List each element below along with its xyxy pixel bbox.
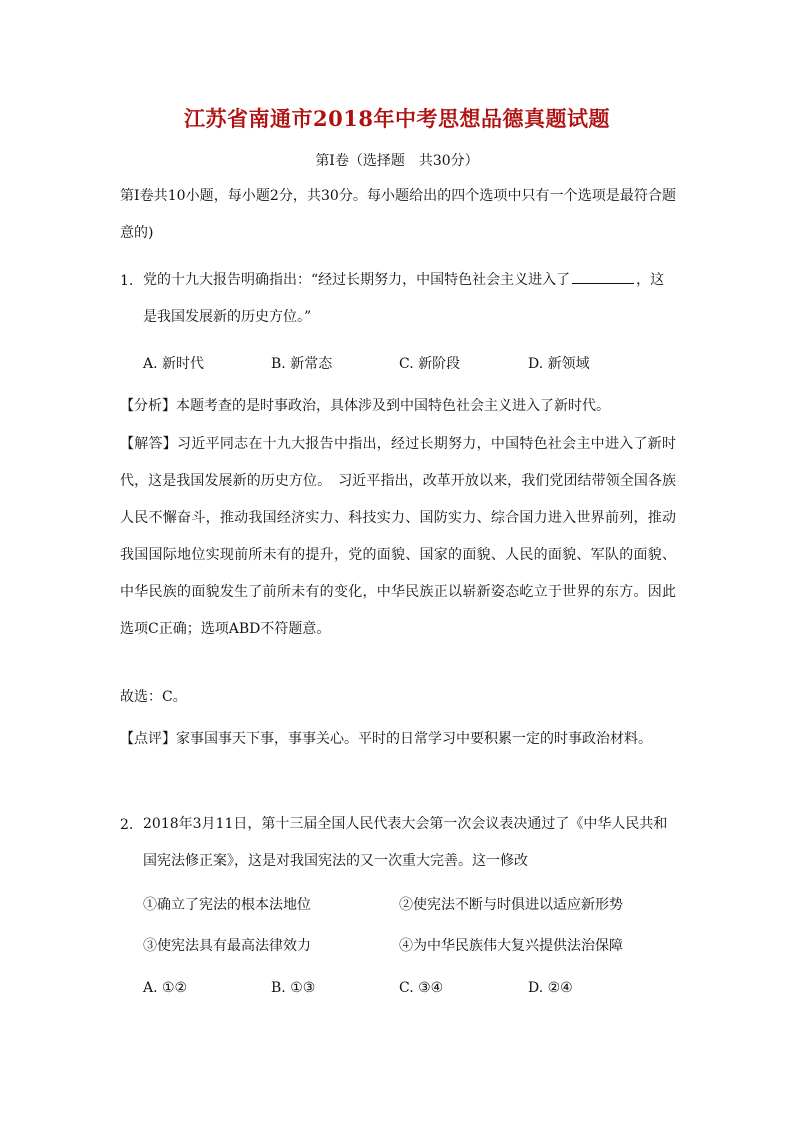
q1-choice: 故选：C。 (120, 689, 187, 705)
q1-analysis: 【分析】本题考查的是时事政治，具体涉及到中国特色社会主义进入了新时代。 (120, 398, 610, 414)
instructions: 第Ⅰ卷共10小题，每小题2分，共30分。每小题给出的四个选项中只有一个选项是最符合题意的) (120, 188, 676, 241)
exam-title: 江苏省南通市2018年中考思想品德真题试题 (184, 106, 610, 131)
answer-blank (572, 269, 634, 284)
question-2-stem: 2018年3月11日，第十三届全国人民代表大会第一次会议表决通过了《中华人民共和国宪法修正案》，这是对我国宪法的又一次重大完善。这一修改 (143, 816, 668, 869)
q2-option-a: A. ①② (143, 980, 188, 996)
q1-option-a: A. 新时代 (143, 356, 205, 372)
question-2-number: 2. (120, 817, 134, 833)
q2-option-d: D. ②④ (528, 980, 573, 996)
section-heading: 第Ⅰ卷（选择题 共30分） (315, 153, 479, 169)
question-1-stem-end: ，这是我国发展新的历史方位。” (143, 272, 665, 325)
q1-answer-explanation: 【解答】习近平同志在十九大报告中指出，经过长期努力，中国特色社会主中进入了新时代，这是我国发展新的历史方位。 习近平指出，改革开放以来，我们党团结带领全国各族人民不懈奋斗，推动我国经济实力、科技实力、国防实力、综合国力进入世界前列，推动我国国际地位实现前所未有的提升，党的面貌、国家的面貌、人民的面貌、军队的面貌、中华民族的面貌发生了前所未有的变化，中华民族正以崭新姿态屹立于世界的东方。因此选项C正确；选项ABD不符题意。 (120, 436, 676, 637)
q2-statement-1: ①确立了宪法的根本法地位 (143, 897, 311, 913)
q2-option-b: B. ①③ (271, 980, 316, 996)
question-1-number: 1. (120, 273, 134, 289)
q1-option-b: B. 新常态 (271, 356, 333, 372)
q2-statement-2: ②使宪法不断与时俱进以适应新形势 (399, 897, 623, 913)
q2-statement-3: ③使宪法具有最高法律效力 (143, 938, 311, 954)
q2-statement-4: ④为中华民族伟大复兴提供法治保障 (399, 938, 623, 954)
q1-option-d: D. 新领域 (528, 356, 590, 372)
q1-option-c: C. 新阶段 (399, 356, 461, 372)
q1-comment: 【点评】家事国事天下事，事事关心。平时的日常学习中要积累一定的时事政治材料。 (120, 731, 652, 747)
q2-option-c: C. ③④ (399, 980, 444, 996)
question-1-stem-start: 党的十九大报告明确指出：“经过长期努力，中国特色社会主义进入了 (143, 272, 571, 288)
question-1-stem (143, 262, 676, 336)
